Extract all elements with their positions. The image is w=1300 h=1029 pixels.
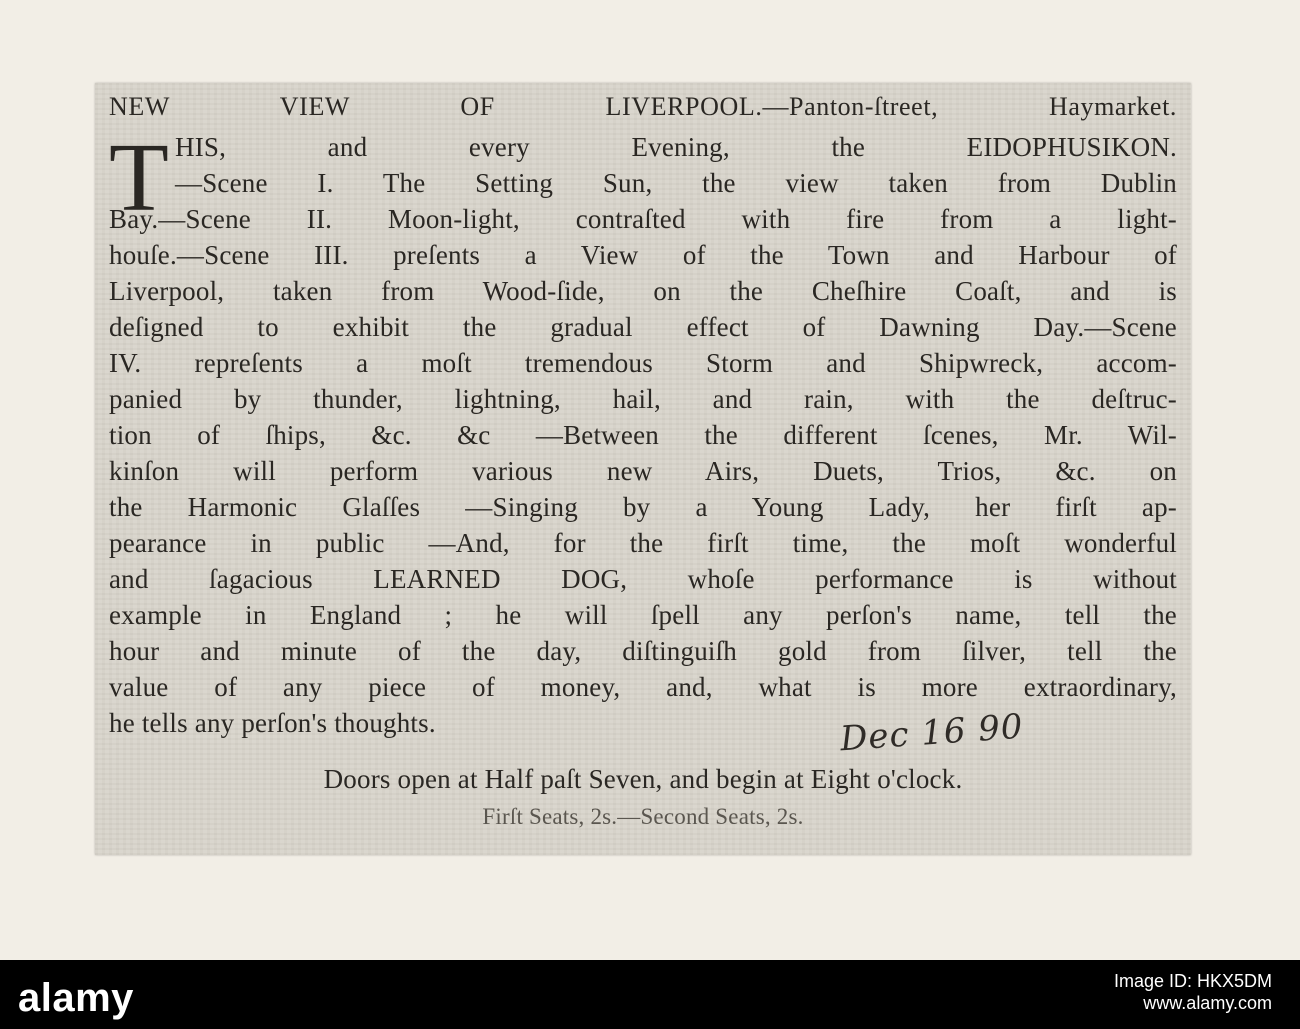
image-id-block (1114, 970, 1272, 1014)
clipping-line: value of any piece of money, and, what is more extraordinary, (109, 672, 1177, 702)
clipping-line: houſe.—Scene III. preſents a View of the Town and Harbour of (109, 240, 1177, 270)
clipping-line: and ſagacious LEARNED DOG, whoſe performance is without (109, 564, 1177, 594)
clipping-line: the Harmonic Glaſſes —Singing by a Young Lady, her firſt ap- (109, 492, 1177, 522)
clipping-line: deſigned to exhibit the gradual effect of Dawning Day.—Scene (109, 312, 1177, 342)
clipping-line: —Scene I. The Setting Sun, the view taken from Dublin (175, 168, 1177, 198)
clipping-line: he tells any perſon's thoughts. (109, 708, 436, 738)
clipping-line: hour and minute of the day, diſtinguiſh gold from ſilver, tell the (109, 636, 1177, 666)
clipping-line: Bay.—Scene II. Moon-light, contraſted with fire from a light- (109, 204, 1177, 234)
clipping-line: tion of ſhips, &c. &c —Between the different ſcenes, Mr. Wil- (109, 420, 1177, 450)
clipping-line: Liverpool, taken from Wood-ſide, on the Cheſhire Coaſt, and is (109, 276, 1177, 306)
site-url-text: www.alamy.com (1143, 993, 1272, 1013)
clipping-line: pearance in public —And, for the firſt time, the moſt wonderful (109, 528, 1177, 558)
handwritten-date-note: Dec 16 90 (838, 706, 1025, 760)
alamy-logo: alamy (18, 976, 134, 1020)
newspaper-clipping (95, 83, 1191, 855)
clipping-heading: NEW VIEW OF LIVERPOOL.—Panton-ſtreet, Haymarket. (109, 92, 1177, 121)
seat-prices: Firſt Seats, 2s.—Second Seats, 2s. (482, 804, 804, 829)
clipping-line: IV. repreſents a moſt tremendous Storm and Shipwreck, accom- (109, 348, 1177, 378)
clipping-line: panied by thunder, lightning, hail, and rain, with the deſtruc- (109, 384, 1177, 414)
image-id-text: Image ID: HKX5DM (1113, 971, 1272, 991)
clipping-line: example in England ; he will ſpell any perſon's name, tell the (109, 600, 1177, 630)
clipping-line: HIS, and every Evening, the EIDOPHUSIKON. (175, 132, 1177, 162)
clipping-line: kinſon will perform various new Airs, Duets, Trios, &c. on (109, 456, 1177, 486)
drop-cap: T (109, 124, 169, 232)
watermark-banner (0, 960, 1300, 1029)
doors-notice: Doors open at Half paſt Seven, and begin at Eight o'clock. (323, 764, 963, 794)
